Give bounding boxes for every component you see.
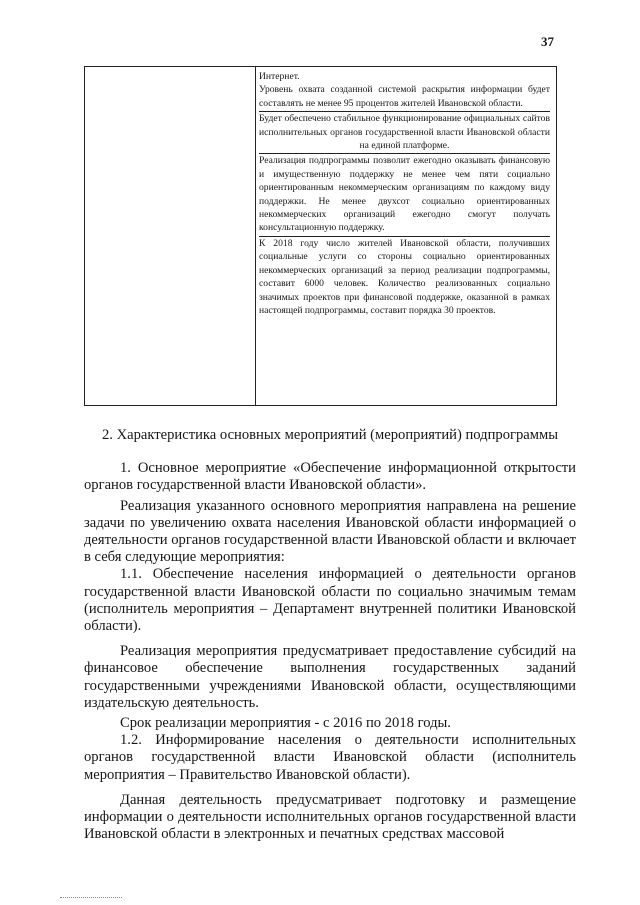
paragraph-activity-1-2: 1.2. Информирование населения о деятельности исполнительных органов государственной власти Ивановской области (исполнитель мероприятия – Правительство Ивановской области).	[84, 732, 576, 783]
table-right-cell	[256, 67, 556, 405]
paragraph-subsidies: Реализация мероприятия предусматривает предоставление субсидий на финансовое обеспечение выполнения государственных заданий государственными учреждениями Ивановской области, осуществляющими издательскую деятельность.	[84, 643, 576, 711]
page-number: 37	[541, 34, 554, 49]
section-heading: 2. Характеристика основных мероприятий (мероприятий) подпрограммы	[102, 427, 559, 443]
table-left-cell	[85, 67, 256, 405]
paragraph-main-activity: 1. Основное мероприятие «Обеспечение информационной открытости органов государственной власти Ивановской области».	[84, 460, 576, 494]
paragraph-implementation: Реализация указанного основного мероприятия направлена на решение задачи по увеличению охвата населения Ивановской области информацией о деятельности органов государственной власти Ивановской области и включает в себя следующие мероприятия:	[84, 497, 576, 566]
table-entry-websites: Будет обеспечено стабильное функционирование официальных сайтов исполнительных органов государственной власти Ивановской области на единой платформе.	[259, 112, 550, 154]
paragraph-activity-1-1: 1.1. Обеспечение населения информацией о деятельности органов государственной власти Ивановской области по социально значимым темам (исполнитель мероприятия – Департамент внутренней политики Ивановской области).	[84, 566, 576, 635]
scan-edge-mark	[60, 897, 122, 901]
table-entry-support: Реализация подпрограммы позволит ежегодно оказывать финансовую и имущественную поддержку не менее чем пяти социально ориентированным некоммерческим организациям по каждому виду поддержки. Не менее двухсот социально ориентированных некоммерческих организаций ежегодно смогут получать консультационную поддержку.	[259, 154, 550, 236]
table-entry-coverage: Интернет. Уровень охвата созданной системой раскрытия информации будет составлять не менее 95 процентов жителей Ивановской области.	[259, 67, 550, 112]
paragraph-publication: Данная деятельность предусматривает подготовку и размещение информации о деятельности исполнительных органов государственной власти Ивановской области в электронных и печатных средствах массовой	[84, 791, 576, 843]
paragraph-term: Срок реализации мероприятия - с 2016 по 2018 годы.	[120, 715, 451, 732]
table-entry-services: К 2018 году число жителей Ивановской области, получивших социальные услуги со стороны социально ориентированных некоммерческих организаций за период реализации подпрограммы, составит 6000 человек. Количество реализованных социально значимых проектов при финансовой поддержке, оказанной в рамках настоящей подпрограммы, составит порядка 30 проектов.	[259, 237, 550, 316]
section-body	[84, 427, 576, 843]
results-table	[84, 66, 557, 406]
